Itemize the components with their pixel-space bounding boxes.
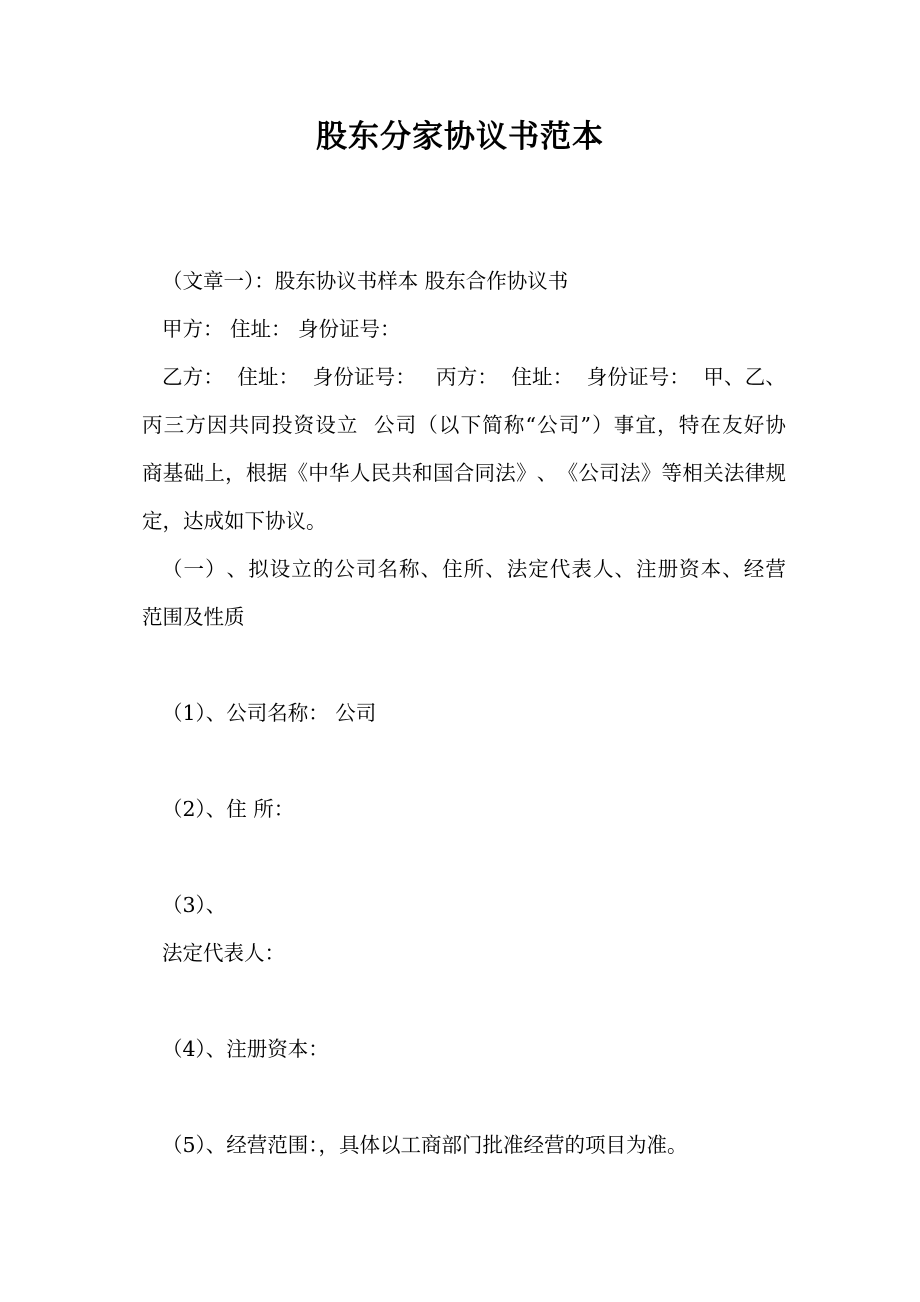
item-business-scope: （5）、经营范围：，具体以工商部门批准经营的项目为准。: [162, 1133, 688, 1157]
section-1-heading-cont: 范围及性质: [142, 605, 245, 629]
article-heading: （文章一）：股东协议书样本 股东合作协议书: [162, 269, 569, 293]
party-a-line: 甲方： 住址： 身份证号：: [162, 317, 401, 341]
item-address: （2）、住 所：: [162, 797, 295, 821]
item-company-name: （1）、公司名称： 公司: [162, 701, 377, 725]
body-line-4: 定，达成如下协议。: [142, 509, 327, 533]
body-line-3: 商 基 础 上 ， 根 据 《 中 华 人 民 共 和 国 合 同 法 》 、 《 公 司 法 》 等 相 关 法 律 规: [142, 461, 786, 485]
body-line-2: 丙 三 方 因 共 同 投 资 设 立 公 司 （ 以 下 简 称 “ 公 司 ” ） 事 宜 ， 特 在 友 好 协: [142, 413, 786, 437]
section-1-heading: （ 一 ） 、 拟 设 立 的 公 司 名 称 、 住 所 、 法 定 代 表 人 、 注 册 资 本 、 经 营: [162, 557, 786, 581]
item-3-number: （3）、: [162, 893, 227, 917]
document-title: 股东分家协议书范本: [316, 119, 604, 155]
parties-line: 乙 方 ： 住 址 ： 身 份 证 号 ： 丙 方 ： 住 址 ： 身 份 证 号 ： 甲 、 乙 、: [162, 365, 786, 389]
item-legal-representative: 法定代表人：: [162, 941, 285, 965]
item-registered-capital: （4）、注册资本：: [162, 1037, 329, 1061]
